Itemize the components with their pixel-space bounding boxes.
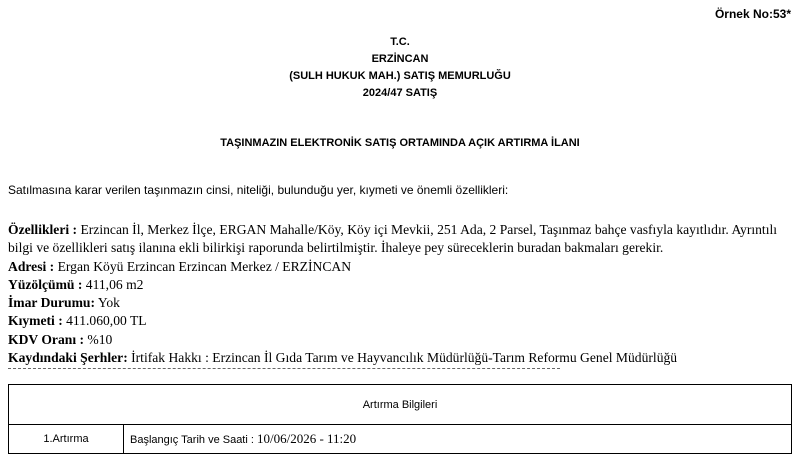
serhler-label: Kaydındaki Şerhler: <box>8 350 128 366</box>
dashed-divider <box>8 368 560 369</box>
serhler-row <box>8 349 792 367</box>
adres-row <box>8 258 792 276</box>
ozellikler-value: Erzincan İl, Merkez İlçe, ERGAN Mahalle/Köy, Köy içi Mevkii, 251 Ada, 2 Parsel, Taşınmaz bahçe vasfıyla kayıtlıdır. Ayrıntılı bilgi ve özellikleri satış ilanına ekli bilirkişi raporunda belirtilmiştir. İhaleye pey süreceklerin buradan bakmaları gerekir. <box>8 222 778 256</box>
table-header-cell: Artırma Bilgileri <box>9 385 792 425</box>
sample-number: Örnek No:53* <box>714 7 791 21</box>
kdv-label: KDV Oranı : <box>8 331 85 347</box>
serhler-value: İrtifak Hakkı : Erzincan İl Gıda Tarım ve Hayvancılık Müdürlüğü-Tarım Reformu Genel Müdürlüğü <box>127 350 678 366</box>
table-row <box>9 425 792 454</box>
yuzolcumu-value: 411,06 m2 <box>82 276 144 292</box>
kdv-value: %10 <box>84 331 113 347</box>
yuzolcumu-row <box>8 276 792 294</box>
imar-row <box>8 294 792 312</box>
table-header-row <box>9 385 792 425</box>
auction-start-cell <box>124 425 792 454</box>
imar-value: Yok <box>94 295 120 311</box>
adres-value: Ergan Köyü Erzincan Erzincan Merkez / ERZİNCAN <box>54 258 352 274</box>
document-header <box>0 34 800 102</box>
auction-round-label: 1.Artırma <box>9 425 124 454</box>
kiymeti-row <box>8 312 792 330</box>
header-file-number: 2024/47 SATIŞ <box>362 87 438 99</box>
header-tc: T.C. <box>390 36 410 48</box>
kiymeti-value: 411.060,00 TL <box>62 313 147 329</box>
kdv-row <box>8 331 792 349</box>
adres-label: Adresi : <box>8 258 55 274</box>
ozellikler-paragraph <box>8 221 792 258</box>
start-datetime-label: Başlangıç Tarih ve Saati : <box>130 434 257 446</box>
header-office: (SULH HUKUK MAH.) SATIŞ MEMURLUĞU <box>289 70 511 82</box>
auction-info-table <box>8 384 792 454</box>
start-datetime-value: 10/06/2026 - 11:20 <box>256 431 357 446</box>
intro-text: Satılmasına karar verilen taşınmazın cinsi, niteliği, bulunduğu yer, kıymeti ve önemli özellikleri: <box>8 183 509 197</box>
announcement-title: TAŞINMAZIN ELEKTRONİK SATIŞ ORTAMINDA AÇIK ARTIRMA İLANI <box>220 137 580 149</box>
imar-label: İmar Durumu: <box>8 295 95 311</box>
kiymeti-label: Kıymeti : <box>8 313 63 329</box>
ozellikler-label: Özellikleri : <box>8 222 78 237</box>
yuzolcumu-label: Yüzölçümü : <box>8 276 83 292</box>
header-city: ERZİNCAN <box>371 53 429 65</box>
property-details <box>8 221 792 367</box>
